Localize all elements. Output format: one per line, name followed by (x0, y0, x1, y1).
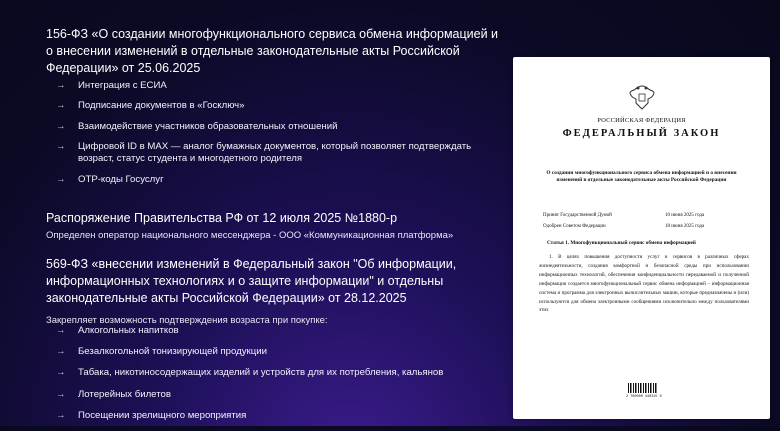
barcode (628, 383, 658, 393)
list-item: → Подписание документов в «Госключ» (56, 100, 245, 112)
list-item: → Алкогольных напитков (56, 325, 179, 336)
adopted-label: Принят Государственной Думой (543, 213, 612, 218)
document-country: РОССИЙСКАЯ ФЕДЕРАЦИЯ (597, 117, 686, 124)
list-item: → Цифровой ID в MAX — аналог бумажных документов, который позволяет подтверждать возраст, статус студента и многодетного родителя (56, 140, 472, 165)
arrow-icon: → (56, 140, 66, 152)
list-item: → OTP-коды Госуслуг (56, 173, 164, 185)
adopted-date: 10 июня 2025 года (665, 213, 705, 218)
law-569-items (46, 325, 506, 431)
law-569-heading: 569-ФЗ «внесении изменений в Федеральный закон "Об информации, информационных технологиях и о защите информации" и отдельны законодательные акты Российской Федерации» от 28.12.2025 (46, 257, 457, 305)
document-title: О создании многофункционального сервиса обмена информацией и о внесении изменений в отдельные законодательные акты Российской Федерации (546, 170, 737, 183)
article-text: 1. В целях повышения доступности услуг и сервисов в различных сферах жизнедеятельности, создания комфортной и безопасной среды при использовании информационных технологий, обеспечения конфиденциальности передаваемой и полученной информации создается многофункциональный сервис обмена информацией – информационная система и программа для электронных вычислительных машин, которые предназначены и (или) используются для обмена электронными сообщениями исключительно между пользователями этих (539, 254, 749, 314)
list-item: → Табака, никотиносодержащих изделий и устройств для их потребления, кальянов (56, 367, 444, 379)
law-569-subtext: Закрепляет возможность подтверждения возраста при покупке: (46, 315, 328, 326)
law-156-items (46, 80, 506, 194)
arrow-icon: → (56, 80, 66, 91)
arrow-icon: → (56, 325, 66, 336)
law-document-image (513, 57, 770, 419)
government-order-block (46, 210, 506, 242)
list-item: → Интеграция с ЕСИА (56, 80, 167, 91)
arrow-icon: → (56, 388, 66, 400)
law-156-block (46, 26, 506, 77)
arrow-icon: → (56, 409, 66, 421)
arrow-icon: → (56, 346, 66, 358)
law-156-heading: 156-ФЗ «О создании многофункционального сервиса обмена информацией и о внесении изменений в отдельные законодательные акты Российской Федерации» от 25.06.2025 (46, 27, 499, 75)
law-569-block (46, 256, 506, 327)
list-item: → Посещении зрелищного мероприятия (56, 409, 247, 421)
barcode-number: 2 700000 440315 0 (626, 395, 662, 399)
list-item: → Безалкогольной тонизирующей продукции (56, 346, 267, 358)
approved-date: 18 июня 2025 года (665, 224, 705, 229)
arrow-icon: → (56, 367, 66, 379)
approved-label: Одобрен Советом Федерации (543, 224, 606, 229)
coat-of-arms-icon (629, 83, 655, 111)
list-item: → Лотерейных билетов (56, 388, 171, 400)
arrow-icon: → (56, 100, 66, 112)
document-type: ФЕДЕРАЛЬНЫЙ ЗАКОН (562, 128, 721, 139)
arrow-icon: → (56, 173, 66, 185)
list-item: → Взаимодействие участников образовательных отношений (56, 120, 338, 132)
order-heading: Распоряжение Правительства РФ от 12 июля 2025 №1880-р (46, 211, 398, 225)
order-subtext: Определен оператор национального мессенджера - ООО «Коммуникационная платформа» (46, 230, 454, 241)
article-heading: Статья 1. Многофункциональный сервис обмена информацией (547, 240, 696, 246)
arrow-icon: → (56, 120, 66, 132)
